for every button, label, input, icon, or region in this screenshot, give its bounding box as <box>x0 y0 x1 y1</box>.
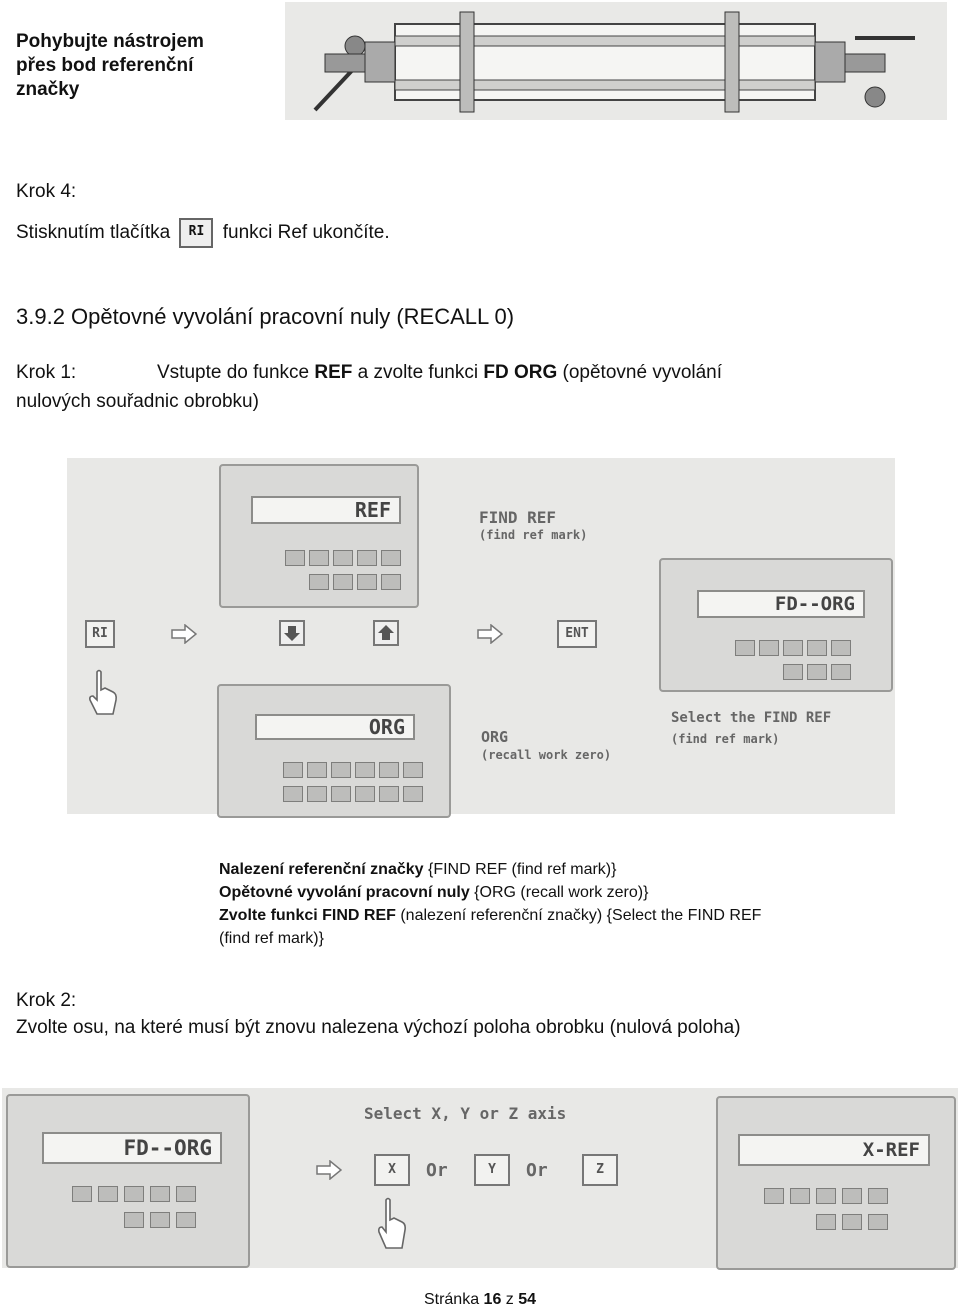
krok4-text-after: funkci Ref ukončíte. <box>222 222 390 244</box>
krok1-label: Krok 1: <box>16 362 77 383</box>
footer-mid: z <box>505 1291 514 1308</box>
header-line-1: Pohybujte nástrojem <box>16 31 204 52</box>
figure1 <box>67 458 895 814</box>
caption-bold-3: Zvolte funkci FIND REF <box>219 907 396 924</box>
key <box>333 574 353 590</box>
select-find-label: Select the FIND REF <box>671 710 832 726</box>
panel-org <box>217 684 451 818</box>
key <box>759 640 779 656</box>
key <box>72 1186 92 1202</box>
key <box>333 550 353 566</box>
key <box>831 640 851 656</box>
key <box>285 550 305 566</box>
key <box>403 762 423 778</box>
ri-key-icon <box>179 218 213 248</box>
key <box>816 1214 836 1230</box>
lcd-org: ORG <box>255 714 415 740</box>
caption-line-2 <box>219 881 939 904</box>
hand-pointer-icon <box>374 1196 410 1252</box>
caption-text-3: (nalezení referenční značky) {Select the FIND REF <box>395 907 762 924</box>
key <box>150 1186 170 1202</box>
machine-illustration <box>285 2 947 120</box>
panel-ref <box>219 464 419 608</box>
key <box>98 1186 118 1202</box>
key <box>309 574 329 590</box>
key <box>124 1212 144 1228</box>
key <box>283 762 303 778</box>
krok4-text-before: Stisknutím tlačítka <box>16 222 171 244</box>
org-label: ORG <box>481 728 509 746</box>
key <box>842 1214 862 1230</box>
arrow-right-icon <box>316 1160 342 1180</box>
krok2-label: Krok 2: <box>16 990 77 1011</box>
or-label-1: Or <box>426 1160 448 1181</box>
lcd-xref: X-REF <box>738 1134 930 1166</box>
y-axis-button: Y <box>474 1154 510 1186</box>
key <box>764 1188 784 1204</box>
panel-fdorg <box>659 558 893 692</box>
key <box>783 640 803 656</box>
key <box>357 574 377 590</box>
key <box>124 1186 144 1202</box>
lcd-fdorg: FD--ORG <box>697 590 865 618</box>
key <box>807 640 827 656</box>
key <box>735 640 755 656</box>
key <box>783 664 803 680</box>
section-title: 3.9.2 Opětovné vyvolání pracovní nuly (RECALL 0) <box>16 304 515 329</box>
key <box>357 550 377 566</box>
footer-page: 16 <box>483 1291 502 1308</box>
or-label-2: Or <box>526 1160 548 1181</box>
key <box>307 762 327 778</box>
caption-line-3 <box>219 904 939 927</box>
caption-text-2: {ORG (recall work zero)} <box>469 884 649 901</box>
krok2-text: Zvolte osu, na které musí být znovu nalezena výchozí poloha obrobku (nulová poloha) <box>16 1017 741 1038</box>
x-axis-button: X <box>374 1154 410 1186</box>
figure-caption <box>219 858 939 950</box>
ri-key-label: RI <box>188 224 205 239</box>
key <box>307 786 327 802</box>
key <box>379 762 399 778</box>
key <box>868 1188 888 1204</box>
krok1-line <box>157 362 722 384</box>
select-find-sub: (find ref mark) <box>671 732 780 746</box>
header-line-3: značky <box>16 79 80 100</box>
org-sub: (recall work zero) <box>481 748 612 762</box>
find-ref-sub: (find ref mark) <box>479 528 588 542</box>
key <box>331 786 351 802</box>
krok4-line <box>16 218 390 248</box>
krok4-label: Krok 4: <box>16 181 77 202</box>
key <box>283 786 303 802</box>
lcd-ref: REF <box>251 496 401 524</box>
key <box>807 664 827 680</box>
footer-prefix: Stránka <box>423 1291 480 1308</box>
caption-text-1: {FIND REF (find ref mark)} <box>423 861 617 878</box>
panel-fdorg-2 <box>6 1094 250 1268</box>
key <box>309 550 329 566</box>
key <box>831 664 851 680</box>
krok1-fdorg: FD ORG <box>483 362 558 383</box>
key <box>816 1188 836 1204</box>
krok1-text-mid: a zvolte funkci <box>357 362 479 383</box>
figure2 <box>2 1088 958 1268</box>
ri-button: RI <box>85 620 115 648</box>
key <box>842 1188 862 1204</box>
key <box>381 550 401 566</box>
krok1-line2: nulových souřadnic obrobku) <box>16 391 259 412</box>
caption-bold-1: Nalezení referenční značky <box>219 861 424 878</box>
krok1-ref: REF <box>314 362 353 383</box>
key <box>331 762 351 778</box>
key <box>355 762 375 778</box>
ent-button: ENT <box>557 620 597 648</box>
arrow-right-icon <box>477 624 503 644</box>
caption-line-1 <box>219 858 939 881</box>
down-arrow-key-icon <box>279 620 305 646</box>
key <box>868 1214 888 1230</box>
caption-line-4: (find ref mark)} <box>219 930 324 947</box>
key <box>150 1212 170 1228</box>
select-axis-label: Select X, Y or Z axis <box>364 1104 567 1123</box>
krok1-text-prefix: Vstupte do funkce <box>157 362 310 383</box>
key <box>403 786 423 802</box>
hand-pointer-icon <box>85 668 121 718</box>
up-arrow-key-icon <box>373 620 399 646</box>
arrow-right-icon <box>171 624 197 644</box>
lcd-fdorg-2: FD--ORG <box>42 1132 222 1164</box>
key <box>379 786 399 802</box>
panel-xref <box>716 1096 956 1270</box>
footer-total: 54 <box>518 1291 537 1308</box>
key <box>381 574 401 590</box>
header-line-2: přes bod referenční <box>16 55 194 76</box>
caption-bold-2: Opětovné vyvolání pracovní nuly <box>219 884 470 901</box>
find-ref-label: FIND REF <box>479 508 557 527</box>
key <box>176 1212 196 1228</box>
krok1-text-suffix: (opětovné vyvolání <box>562 362 723 383</box>
z-axis-button: Z <box>582 1154 618 1186</box>
key <box>355 786 375 802</box>
header-title <box>16 30 256 102</box>
page-footer <box>0 1291 960 1309</box>
key <box>790 1188 810 1204</box>
key <box>176 1186 196 1202</box>
